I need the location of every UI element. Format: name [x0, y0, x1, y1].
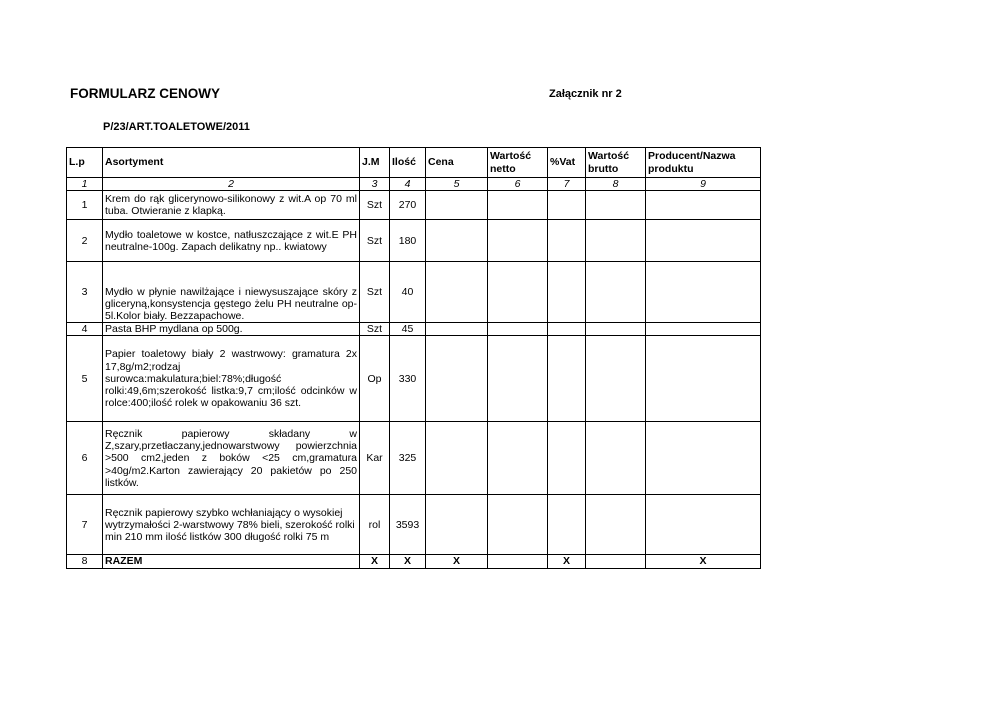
table-row [67, 323, 761, 336]
column-number: 5 [426, 178, 488, 191]
price-table [66, 147, 761, 569]
form-title: FORMULARZ CENOWY [70, 86, 220, 101]
row-vat-cell[interactable] [548, 495, 586, 555]
header-net-value [488, 148, 548, 178]
header-assortment: Asortyment [103, 148, 360, 178]
total-net-value-cell[interactable] [488, 555, 548, 568]
row-assortment: Krem do rąk glicerynowo-silikonowy z wit.A op 70 ml tuba. Otwieranie z klapką. [103, 191, 360, 220]
row-lp: 3 [67, 262, 103, 323]
row-assortment: Mydło toaletowe w kostce, natłuszczające z wit.E PH neutralne-100g. Zapach delikatny np.. kwiatowy [103, 220, 360, 262]
row-assortment: Mydło w płynie nawilżające i niewysuszające skóry z gliceryną,konsystencja gęstego żelu PH neutralne op-5l.Kolor biały. Bezzapachowe. [103, 262, 360, 323]
row-net-value-cell[interactable] [488, 336, 548, 422]
total-vat-mark: X [548, 555, 586, 568]
row-qty: 180 [390, 220, 426, 262]
row-vat-cell[interactable] [548, 220, 586, 262]
row-lp: 5 [67, 336, 103, 422]
row-unit: Szt [360, 262, 390, 323]
column-number: 3 [360, 178, 390, 191]
row-gross-value-cell[interactable] [586, 323, 646, 336]
row-qty: 40 [390, 262, 426, 323]
row-producer-cell[interactable] [646, 220, 761, 262]
row-vat-cell[interactable] [548, 422, 586, 495]
row-vat-cell[interactable] [548, 262, 586, 323]
row-assortment: Ręcznik papierowy składany w Z,szary,przetłaczany,jednowarstwowy powierzchnia >500 cm2,jeden z boków <25 cm,gramatura >40g/m2.Karton zawierający 20 pakietów po 250 listków. [103, 422, 360, 495]
row-lp: 6 [67, 422, 103, 495]
header-producer-line1: Producent/Nazwa [648, 150, 736, 163]
total-lp: 8 [67, 555, 103, 568]
row-price-cell[interactable] [426, 220, 488, 262]
table-row [67, 336, 761, 422]
row-vat-cell[interactable] [548, 336, 586, 422]
table-row [67, 495, 761, 555]
row-unit: rol [360, 495, 390, 555]
header-lp: L.p [67, 148, 103, 178]
row-gross-value-cell[interactable] [586, 336, 646, 422]
row-unit: Szt [360, 191, 390, 220]
row-producer-cell[interactable] [646, 495, 761, 555]
total-producer-mark: X [646, 555, 761, 568]
table-row [67, 220, 761, 262]
column-number: 2 [103, 178, 360, 191]
row-assortment: Ręcznik papierowy szybko wchłaniający o wysokiej wytrzymałości 2-warstwowy 78% bieli, szerokość rolki min 210 mm ilość listków 300 długość rolki 75 m [103, 495, 360, 555]
column-number: 8 [586, 178, 646, 191]
row-qty: 3593 [390, 495, 426, 555]
row-net-value-cell[interactable] [488, 422, 548, 495]
column-number: 7 [548, 178, 586, 191]
row-price-cell[interactable] [426, 495, 488, 555]
total-label: RAZEM [103, 555, 360, 568]
row-price-cell[interactable] [426, 422, 488, 495]
total-gross-value-cell[interactable] [586, 555, 646, 568]
annex-label: Załącznik nr 2 [549, 88, 622, 100]
row-unit: Kar [360, 422, 390, 495]
row-price-cell[interactable] [426, 191, 488, 220]
row-unit: Szt [360, 323, 390, 336]
row-assortment: Pasta BHP mydlana op 500g. [103, 323, 360, 336]
row-lp: 2 [67, 220, 103, 262]
row-net-value-cell[interactable] [488, 495, 548, 555]
column-number: 4 [390, 178, 426, 191]
row-net-value-cell[interactable] [488, 323, 548, 336]
form-reference: P/23/ART.TOALETOWE/2011 [103, 121, 250, 133]
header-gross-value [586, 148, 646, 178]
header-vat: %Vat [548, 148, 586, 178]
row-net-value-cell[interactable] [488, 220, 548, 262]
total-price-mark: X [426, 555, 488, 568]
row-price-cell[interactable] [426, 323, 488, 336]
row-gross-value-cell[interactable] [586, 220, 646, 262]
header-producer [646, 148, 761, 178]
table-row [67, 422, 761, 495]
row-qty: 330 [390, 336, 426, 422]
column-number: 9 [646, 178, 761, 191]
row-net-value-cell[interactable] [488, 191, 548, 220]
row-price-cell[interactable] [426, 336, 488, 422]
row-assortment: Papier toaletowy biały 2 wastrwowy: gramatura 2x 17,8g/m2;rodzaj surowca:makulatura;biel:78%;długość rolki:49,6m;szerokość listka:9,7 cm;ilość odcinków w rolce:400;ilość rolek w opakowaniu 36 szt. [103, 336, 360, 422]
row-qty: 270 [390, 191, 426, 220]
total-row [67, 555, 761, 568]
row-net-value-cell[interactable] [488, 262, 548, 323]
total-qty-mark: X [390, 555, 426, 568]
row-gross-value-cell[interactable] [586, 422, 646, 495]
column-number-row [67, 178, 761, 191]
header-gross-value-line2: brutto [588, 162, 619, 175]
column-number: 6 [488, 178, 548, 191]
row-producer-cell[interactable] [646, 323, 761, 336]
row-unit: Op [360, 336, 390, 422]
row-qty: 325 [390, 422, 426, 495]
header-price: Cena [426, 148, 488, 178]
row-lp: 7 [67, 495, 103, 555]
row-vat-cell[interactable] [548, 323, 586, 336]
total-unit-mark: X [360, 555, 390, 568]
table-row [67, 262, 761, 323]
row-gross-value-cell[interactable] [586, 191, 646, 220]
row-producer-cell[interactable] [646, 422, 761, 495]
table-header-row [67, 148, 761, 178]
row-producer-cell[interactable] [646, 191, 761, 220]
row-qty: 45 [390, 323, 426, 336]
row-lp: 1 [67, 191, 103, 220]
header-net-value-line2: netto [490, 162, 516, 175]
row-gross-value-cell[interactable] [586, 262, 646, 323]
table-row [67, 191, 761, 220]
header-qty: Ilość [390, 148, 426, 178]
row-lp: 4 [67, 323, 103, 336]
header-producer-line2: produktu [648, 162, 694, 175]
row-price-cell[interactable] [426, 262, 488, 323]
row-unit: Szt [360, 220, 390, 262]
header-unit: J.M [360, 148, 390, 178]
header-gross-value-line1: Wartość [588, 150, 630, 163]
row-gross-value-cell[interactable] [586, 495, 646, 555]
header-net-value-line1: Wartość [490, 150, 532, 163]
row-producer-cell[interactable] [646, 336, 761, 422]
row-vat-cell[interactable] [548, 191, 586, 220]
column-number: 1 [67, 178, 103, 191]
row-producer-cell[interactable] [646, 262, 761, 323]
